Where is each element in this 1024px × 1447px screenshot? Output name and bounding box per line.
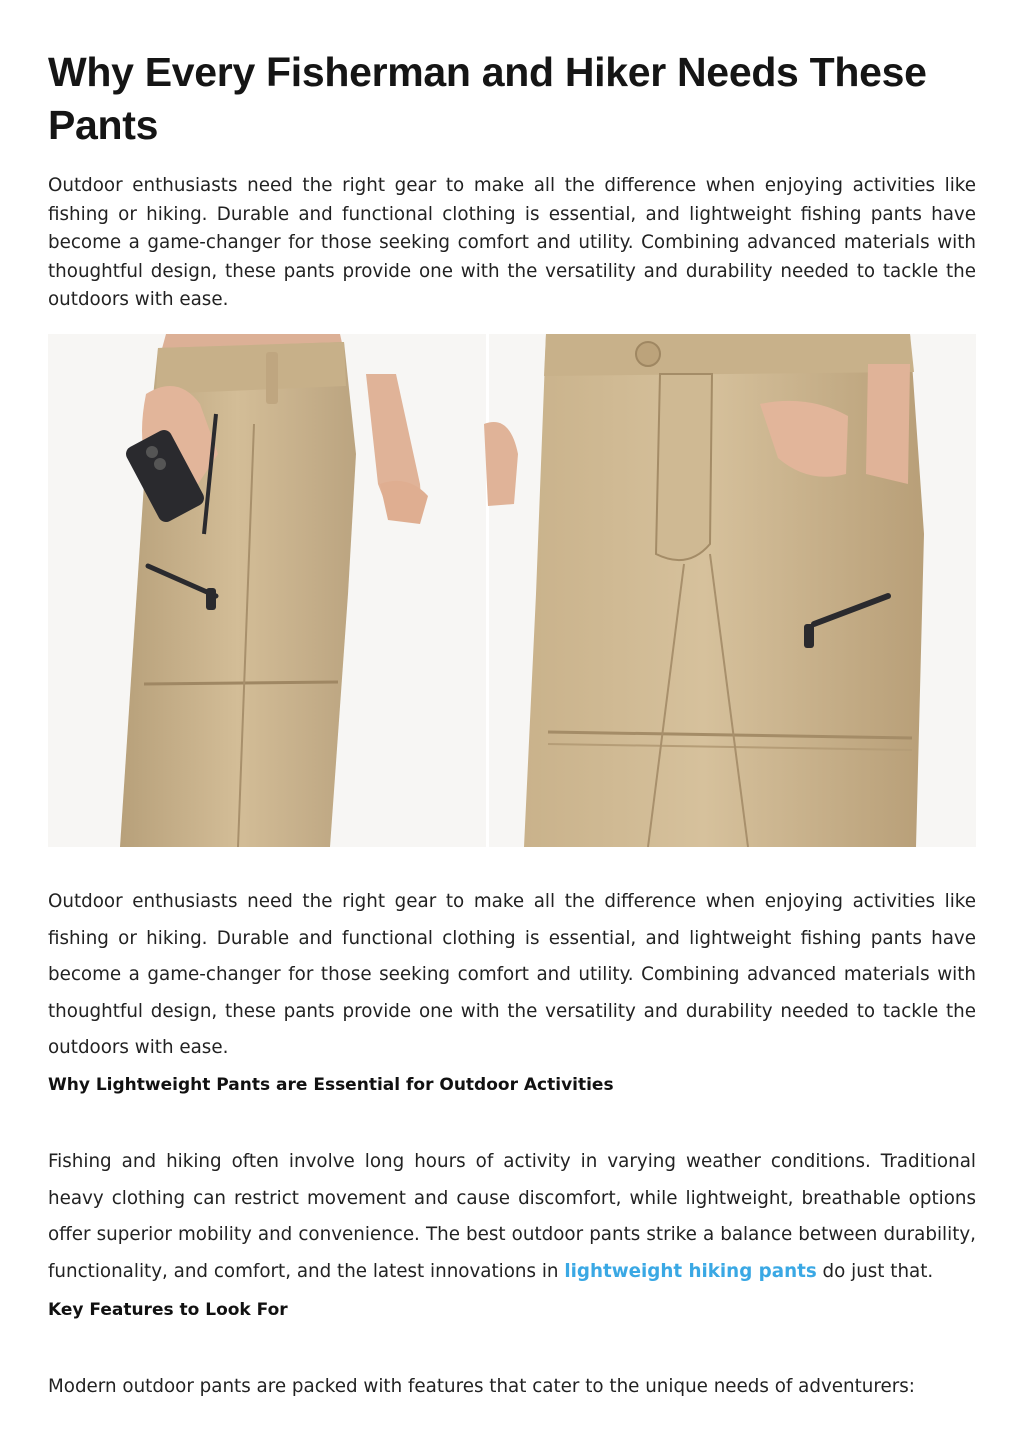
khaki-pants-illustration bbox=[48, 334, 976, 847]
paragraph-3-text: Fishing and hiking often involve long hours of activity in varying weather conditions. Traditional heavy clothing can restrict movement and cause discomfort, while lightweight, breathable options offer superior mobility and convenience. The best outdoor pants strike a balance between durability, functionality, and comfort, and the latest innovations in bbox=[48, 1151, 976, 1282]
body-paragraph-4: Modern outdoor pants are packed with features that cater to the unique needs of adventurers: bbox=[48, 1376, 915, 1398]
section-heading-why-lightweight: Why Lightweight Pants are Essential for Outdoor Activities bbox=[48, 1075, 614, 1095]
article-header bbox=[48, 0, 976, 315]
paragraph-3-text-end: do just that. bbox=[816, 1260, 934, 1282]
right-photo-pants-front-view bbox=[484, 334, 924, 847]
body-paragraph-2: Outdoor enthusiasts need the right gear to make all the difference when enjoying activities like fishing or hiking. Durable and functional clothing is essential, and lightweight fishing pants have become a game-changer for those seeking comfort and utility. Combining advanced materials with thoughtful design, these pants provide one with the versatility and durability needed to tackle the outdoors with ease. bbox=[48, 891, 976, 1059]
lightweight-hiking-pants-link[interactable]: lightweight hiking pants bbox=[564, 1260, 817, 1282]
page-title: Why Every Fisherman and Hiker Needs These Pants bbox=[48, 49, 927, 148]
pants-product-photo bbox=[48, 334, 976, 847]
body-paragraph-3 bbox=[48, 1144, 976, 1290]
intro-paragraph: Outdoor enthusiasts need the right gear to make all the difference when enjoying activities like fishing or hiking. Durable and functional clothing is essential, and lightweight fishing pants have become a game-changer for those seeking comfort and utility. Combining advanced materials with thoughtful design, these pants provide one with the versatility and durability needed to tackle the outdoors with ease. bbox=[48, 175, 976, 310]
section-heading-key-features: Key Features to Look For bbox=[48, 1300, 288, 1320]
